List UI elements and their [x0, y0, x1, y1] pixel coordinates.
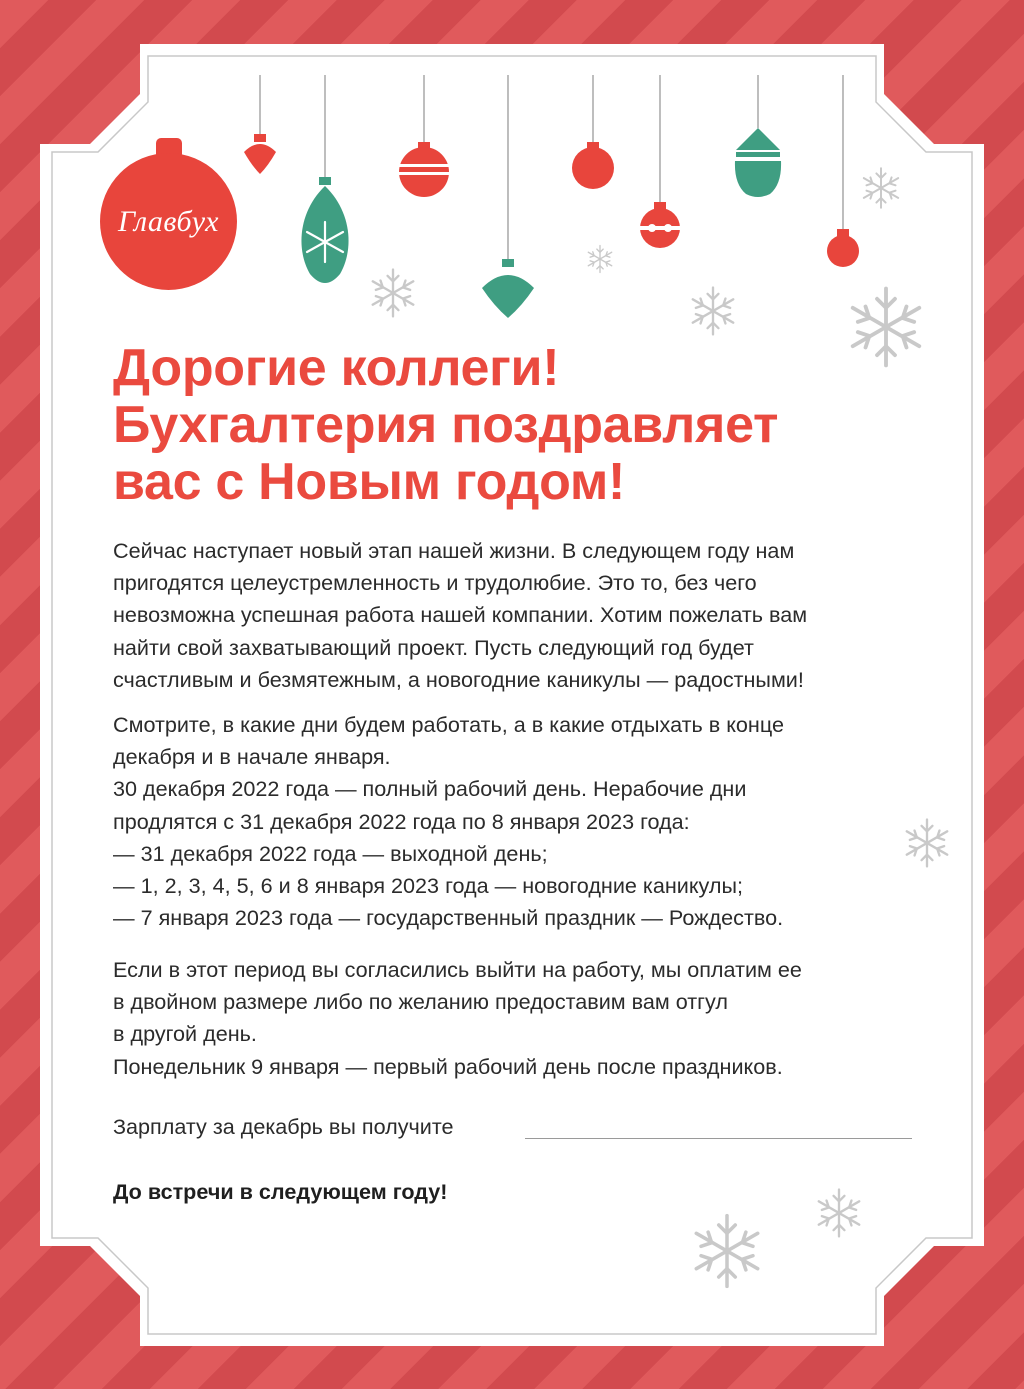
snowflake-icon	[588, 246, 611, 273]
headline-line: Бухгалтерия поздравляет	[113, 396, 779, 454]
paragraph-work-payment	[113, 954, 973, 1083]
snowflake-icon	[819, 1190, 860, 1237]
paragraph-schedule	[113, 709, 973, 934]
text-line: продлятся с 31 декабря 2022 года по 8 января 2023 года:	[113, 808, 690, 834]
text-line: счастливым и безмятежным, а новогодние каникулы — радостными!	[113, 666, 804, 692]
text-line: найти свой захватывающий проект. Пусть следующий год будет	[113, 634, 754, 660]
snowflake-icon	[373, 270, 414, 317]
text-line: Понедельник 9 января — первый рабочий день после праздников.	[113, 1053, 783, 1079]
closing-text: До встречи в следующем году!	[113, 1179, 448, 1204]
text-line: — 31 декабря 2022 года — выходной день;	[113, 840, 548, 866]
logo-text: Главбух	[118, 204, 219, 238]
salary-label: Зарплату за декабрь вы получите	[113, 1114, 454, 1139]
headline-line: вас с Новым годом!	[113, 453, 626, 511]
text-line: невозможна успешная работа нашей компании. Хотим пожелать вам	[113, 602, 808, 628]
text-line: Сейчас наступает новый этап нашей жизни. В следующем году нам	[113, 538, 795, 563]
glavbukh-logo	[100, 153, 237, 290]
text-line: — 7 января 2023 года — государственный праздник — Рождество.	[113, 905, 784, 931]
headline-line: Дорогие коллеги!	[113, 339, 560, 397]
text-line: — 1, 2, 3, 4, 5, 6 и 8 января 2023 года — новогодние каникулы;	[113, 873, 743, 899]
text-line: Если в этот период вы согласились выйти на работу, мы оплатим ее	[113, 957, 802, 982]
text-line: декабря и в начале января.	[113, 744, 391, 770]
snowflake-icon	[864, 168, 898, 208]
text-line: пригодятся целеустремленность и трудолюбие. Это то, без чего	[113, 570, 757, 596]
snowflake-icon	[696, 1216, 757, 1287]
paragraph-greeting	[113, 535, 973, 696]
snowflake-icon	[693, 288, 734, 335]
text-line: в другой день.	[113, 1021, 257, 1047]
headline	[113, 340, 973, 511]
text-line: 30 декабря 2022 года — полный рабочий день. Нерабочие дни	[113, 776, 747, 802]
text-line: Смотрите, в какие дни будем работать, а в какие отдыхать в конце	[113, 712, 784, 737]
text-line: в двойном размере либо по желанию предоставим вам отгул	[113, 989, 728, 1015]
salary-fill-line	[525, 1138, 912, 1139]
